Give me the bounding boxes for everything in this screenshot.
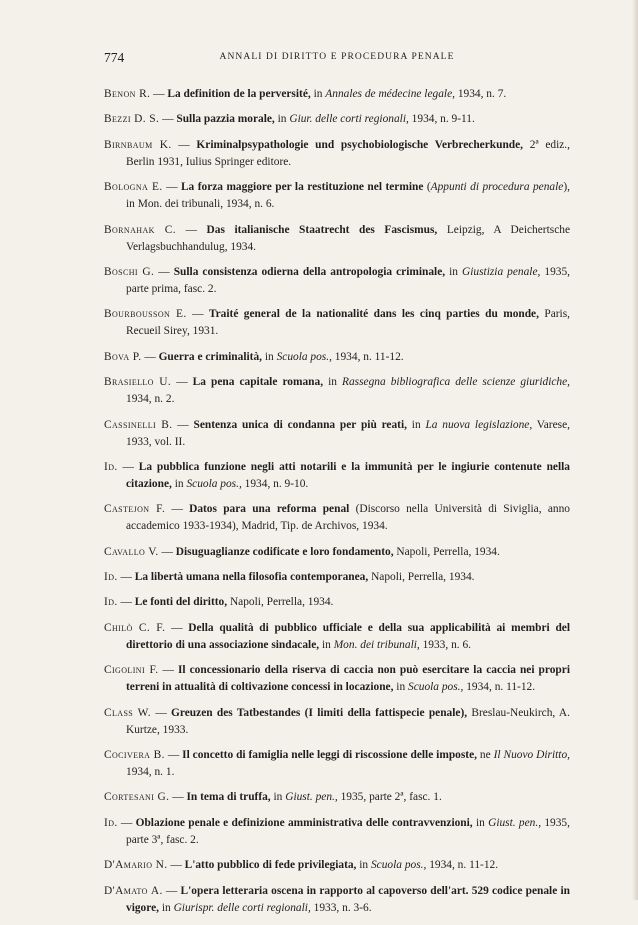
page-number: 774 (104, 50, 125, 65)
entry-title: Kriminalpsypathologie und psychobiologische Verbrecherkunde, (196, 138, 524, 151)
entry-text: 1934, n. 7. (454, 88, 507, 100)
running-head: ANNALI DI DIRITTO E PROCEDURA PENALE (219, 52, 455, 62)
entry-title: Oblazione penale e definizione amministrativa delle contravvenzioni, (135, 816, 473, 829)
entry-text: (Discorso nella Università di Siviglia, anno accademico 1933-1934), Madrid, Tip. de Archivos, 1934. (126, 503, 570, 533)
entry-journal: Scuola pos., (370, 859, 427, 872)
entry-journal: Appunti di procedura penale (430, 181, 564, 194)
bibliography-entry (104, 501, 570, 535)
entry-title: Greuzen des Tatbestandes (I limiti della fattispecie penale), (171, 706, 468, 719)
entry-text: in (274, 113, 290, 126)
entry-text: Napoli, Perrella, 1934. (368, 571, 475, 584)
entry-journal: Rassegna bibliografica delle scienze giuridiche, (342, 376, 571, 389)
entry-author: Castejon F. (104, 503, 166, 516)
entry-text: 1935, parte 3ª, fasc. 2. (126, 816, 570, 846)
entry-text: Varese, 1933, vol. II. (126, 418, 570, 448)
entry-text: 1933, n. 6. (419, 638, 472, 651)
bibliography-entry (104, 594, 570, 611)
entry-text: Paris, Recueil Sirey, 1931. (126, 308, 571, 338)
entry-text: in (472, 816, 489, 829)
entry-author: Benon R. (104, 88, 151, 100)
entry-separator: — (158, 664, 178, 677)
entry-journal: Mon. dei tribunali, (333, 638, 420, 651)
entry-journal: Giurispr. delle corti regionali, (173, 901, 311, 914)
bibliography-entry (104, 86, 570, 103)
entry-text: in (319, 638, 334, 651)
entry-journal: Scuola pos., (276, 350, 332, 363)
entry-author: Class W. (104, 706, 152, 719)
entry-title: In tema di truffa, (186, 791, 271, 804)
entry-text: Napoli, Perrella, 1934. (393, 545, 500, 558)
page-edge (632, 0, 638, 900)
entry-author: Bornahak C. (104, 223, 177, 236)
entry-text: 1934, n. 2. (126, 393, 175, 406)
entry-text: 1935, parte 2ª, fasc. 1. (337, 791, 442, 804)
bibliography-entry (104, 417, 570, 451)
entry-separator: — (171, 376, 193, 389)
entry-text: in (323, 376, 343, 389)
entry-author: Chilò C. F. (104, 621, 166, 634)
entry-separator: — (141, 350, 159, 363)
bibliography-entry (104, 705, 570, 739)
bibliography-entry (104, 544, 570, 561)
entry-title: La libertà umana nella filosofia contemporanea, (134, 571, 369, 584)
bibliography-entry (104, 857, 570, 874)
entry-text: Leipzig, A Deichertsche Verlagsbuchhandulug, 1934. (126, 223, 571, 253)
bibliography-entry (104, 374, 570, 408)
entry-separator: — (117, 571, 135, 584)
entry-separator: — (167, 859, 185, 872)
entry-title: L'opera letteraria oscena in rapporto al capoverso dell'art. 529 codice penale in vigore, (126, 884, 570, 914)
entry-journal: Scuola pos., (408, 681, 464, 694)
bibliography-entry (104, 620, 570, 654)
entry-author: Cigolini F. (104, 664, 159, 677)
bibliography-entry (104, 815, 570, 849)
entry-journal: Il Nuovo Diritto, (493, 749, 570, 762)
entry-separator: — (150, 88, 168, 100)
entry-author: Bova P. (104, 350, 142, 363)
entry-author: Cocivera B. (104, 749, 165, 762)
entry-text: 1934, n. 9-11. (408, 113, 475, 126)
entry-journal: Giust. pen., (285, 791, 338, 804)
entry-separator: — (162, 181, 181, 194)
entry-text: Napoli, Perrella, 1934. (227, 596, 334, 609)
entry-separator: — (117, 596, 135, 609)
bibliography-entry (104, 789, 570, 806)
entry-author: Bourbousson E. (104, 308, 187, 321)
entry-title: Le fonti del diritto, (134, 596, 228, 609)
bibliography-entry (104, 662, 570, 696)
entry-separator: — (117, 460, 139, 473)
entry-author: Id. (104, 816, 118, 829)
bibliography-entry (104, 137, 570, 171)
entry-text: in (270, 791, 286, 804)
entry-author: D'Amato A. (104, 884, 163, 897)
entry-separator: — (165, 503, 190, 516)
entry-title: L'atto pubblico di fede privilegiata, (184, 859, 357, 872)
entry-title: Sulla consistenza odierna della antropologia criminale, (173, 265, 446, 278)
entry-text: in (262, 350, 277, 363)
entry-journal: La nuova legislazione, (425, 418, 533, 431)
entry-text: in (171, 477, 187, 490)
entry-author: D'Amario N. (104, 859, 168, 872)
entry-separator: — (171, 138, 197, 151)
bibliography-entry (104, 306, 570, 340)
entry-separator: — (164, 749, 183, 762)
entry-text: Breslau-Neukirch, A. Kurtze, 1933. (126, 706, 570, 736)
entry-title: Disuguaglianze codificate e loro fondamento, (175, 545, 394, 558)
bibliography-entry (104, 111, 570, 128)
entry-text: in (159, 901, 174, 914)
entry-separator: — (151, 706, 172, 719)
bibliography-entry (104, 179, 570, 213)
entry-title: Sentenza unica di condanna per più reati, (193, 418, 407, 431)
entry-text: ), in Mon. dei tribunali, 1934, n. 6. (126, 181, 570, 211)
entry-title: La forza maggiore per la restituzione nel termine (180, 181, 424, 194)
entry-text: 1934, n. 11-12. (426, 859, 499, 872)
entry-text: 1934, n. 11-12. (463, 681, 536, 694)
entry-text: 1934, n. 1. (126, 766, 175, 779)
entry-author: Bezzi D. S. (104, 113, 160, 126)
bibliography-entry (104, 222, 570, 256)
entry-title: La definition de la perversité, (167, 88, 311, 100)
entry-author: Id. (104, 571, 118, 584)
entry-text: in (445, 265, 463, 278)
entry-separator: — (162, 884, 181, 897)
entry-author: Cortesani G. (104, 791, 170, 804)
entry-title: Sulla pazzia morale, (176, 113, 275, 126)
entry-title: Das italianische Staatrecht des Fascismus, (206, 223, 438, 236)
entry-separator: — (165, 621, 189, 634)
bibliography-entry (104, 569, 570, 586)
entry-separator: — (117, 816, 136, 829)
entry-author: Cavallo V. (104, 545, 159, 558)
entry-title: Della qualità di pubblico ufficiale e della sua applicabilità ai membri del direttorio di una associazione sindacale, (126, 621, 571, 651)
entry-separator: — (158, 545, 176, 558)
entry-title: Il concetto di famiglia nelle leggi di riscossione delle imposte, (182, 749, 477, 762)
entry-author: Brasiello U. (104, 376, 172, 389)
entry-title: Il concessionario della riserva di caccia non può esercitare la caccia nei propri terreni in attualità di coltivazione concessi in locazione, (126, 664, 570, 694)
entry-separator: — (176, 223, 207, 236)
entry-title: La pubblica funzione negli atti notarili e la immunità per le ingiurie contenute nella citazione, (126, 460, 570, 490)
entry-text: 1933, n. 3-6. (310, 901, 372, 914)
entry-separator: — (159, 113, 177, 126)
entry-journal: Scuola pos., (186, 477, 242, 490)
bibliography-entry (104, 349, 570, 366)
entry-author: Birnbaum K. (104, 138, 172, 151)
entry-title: La pena capitale romana, (192, 376, 324, 389)
entry-journal: Giustizia penale, (462, 265, 541, 278)
bibliography-list (104, 86, 570, 925)
entry-separator: — (172, 418, 194, 431)
entry-journal: Giust. pen., (488, 816, 542, 829)
entry-separator: — (186, 308, 209, 321)
entry-title: Guerra e criminalità, (158, 350, 262, 363)
entry-text: 1935, parte prima, fasc. 2. (126, 265, 571, 295)
entry-author: Boschi G. (104, 265, 155, 278)
entry-text: in (356, 859, 371, 872)
entry-journal: Giur. delle corti regionali, (289, 113, 409, 126)
entry-separator: — (154, 265, 174, 278)
entry-text: ne (477, 749, 494, 762)
entry-journal: Annales de médecine legale, (325, 88, 455, 100)
entry-author: Id. (104, 460, 118, 473)
entry-text: 1934, n. 9-10. (241, 477, 309, 490)
entry-author: Id. (104, 596, 118, 609)
bibliography-entry (104, 747, 570, 781)
entry-text: 2ª ediz., Berlin 1931, Iulius Springer editore. (126, 138, 571, 168)
page-header (104, 50, 570, 72)
entry-text: ( (423, 181, 431, 194)
entry-text: in (406, 418, 426, 431)
entry-title: Datos para una reforma penal (189, 503, 350, 516)
bibliography-entry (104, 459, 570, 493)
entry-text: in (393, 681, 408, 694)
bibliography-entry (104, 264, 570, 298)
entry-title: Traité general de la nationalité dans les cinq parties du monde, (208, 308, 539, 321)
entry-separator: — (169, 791, 187, 804)
entry-author: Cassinelli B. (104, 418, 173, 431)
entry-text: 1934, n. 11-12. (331, 350, 404, 363)
entry-author: Bologna E. (104, 181, 163, 194)
entry-text: in (310, 88, 326, 100)
